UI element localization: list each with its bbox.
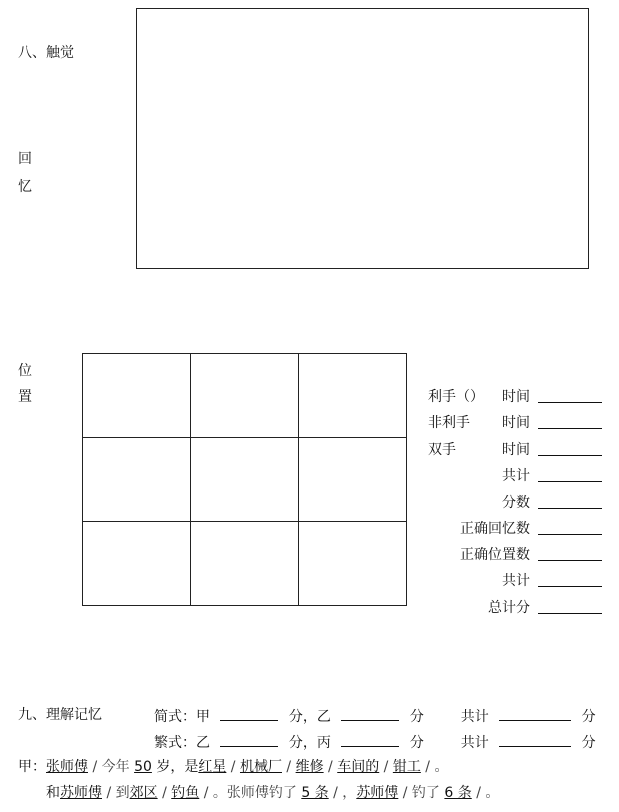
complex-form-row [154, 732, 596, 752]
section-8-title: 八、触觉 [18, 45, 74, 61]
correct-position-label: 正确位置数 [460, 547, 530, 563]
grid-cell[interactable] [83, 522, 191, 606]
grid-cell[interactable] [299, 438, 407, 522]
time-label: 时间 [502, 415, 530, 431]
correct-recall-blank[interactable] [538, 534, 602, 535]
story-segment: 车间的 [337, 759, 380, 775]
story-segment: 钳工 [392, 759, 421, 775]
story-separator: / 。 [420, 759, 449, 775]
story-segment: 张师傅 [46, 759, 88, 775]
correct-position-blank[interactable] [538, 560, 602, 561]
score-row-correct-recall [410, 519, 602, 539]
story-line-2 [46, 784, 499, 802]
story-segment: 50 [134, 759, 152, 775]
story-separator: / 。张师傅钓了 [199, 785, 302, 801]
complex-total-unit: 分 [581, 735, 596, 751]
position-grid [82, 353, 407, 606]
time-label: 时间 [502, 389, 530, 405]
simple-b-score-blank[interactable] [341, 706, 399, 721]
score-row-dominant [410, 387, 602, 407]
complex-fen-label: 分，丙 [288, 735, 331, 751]
score-row-grand-total [410, 598, 602, 618]
story-separator: / 。 [471, 785, 500, 801]
grid-cell[interactable] [191, 522, 299, 606]
story-segment: 苏师傅 [60, 785, 102, 801]
grid-cell[interactable] [191, 354, 299, 438]
nondominant-hand-label: 非利手 [428, 415, 470, 431]
recall-label-char-2: 忆 [18, 179, 32, 195]
simple-fen-unit: 分 [409, 709, 424, 725]
story-text: 岁，是 [151, 759, 199, 775]
dominant-time-blank[interactable] [538, 402, 602, 403]
story-separator: / [379, 759, 393, 775]
story-separator: / ， [328, 785, 357, 801]
total-label: 共计 [502, 468, 530, 484]
grid-cell[interactable] [83, 354, 191, 438]
score-row-both [410, 440, 602, 460]
total-2-blank[interactable] [538, 586, 602, 587]
total-time-blank[interactable] [538, 481, 602, 482]
simple-a-score-blank[interactable] [220, 706, 278, 721]
score-row-correct-position [410, 545, 602, 565]
total-label-2: 共计 [502, 573, 530, 589]
story-text: 和 [46, 785, 60, 801]
story-separator: / [323, 759, 338, 775]
story-separator: / [157, 785, 172, 801]
both-time-blank[interactable] [538, 455, 602, 456]
score-blank[interactable] [538, 508, 602, 509]
story-segment: 5 条 [301, 785, 329, 801]
score-row-total-2 [410, 571, 602, 591]
simple-total-blank[interactable] [499, 706, 571, 721]
position-label-char-2: 置 [18, 389, 32, 405]
simple-total-label: 共计 [460, 709, 489, 725]
grid-cell[interactable] [299, 354, 407, 438]
story-separator: / 钓了 [398, 785, 445, 801]
complex-b-score-blank[interactable] [220, 732, 278, 747]
story-segment: 6 条 [444, 785, 472, 801]
story-separator: / 今年 [88, 759, 135, 775]
score-row-score [410, 493, 602, 513]
recall-drawing-box[interactable] [136, 8, 589, 269]
simple-form-label: 简式：甲 [154, 709, 210, 725]
complex-c-score-blank[interactable] [341, 732, 399, 747]
both-hands-label: 双手 [428, 442, 456, 458]
simple-fen-label: 分，乙 [288, 709, 331, 725]
score-label: 分数 [502, 495, 530, 511]
grid-cell[interactable] [191, 438, 299, 522]
complex-fen-unit: 分 [409, 735, 424, 751]
dominant-hand-label: 利手（） [428, 389, 484, 405]
position-label-char-1: 位 [18, 363, 32, 379]
complex-total-blank[interactable] [499, 732, 571, 747]
story-segment: 苏师傅 [356, 785, 399, 801]
simple-form-row [154, 706, 596, 726]
correct-recall-label: 正确回忆数 [460, 521, 530, 537]
grand-total-label: 总计分 [488, 600, 530, 616]
complex-total-label: 共计 [460, 735, 489, 751]
time-label: 时间 [502, 442, 530, 458]
grand-total-blank[interactable] [538, 613, 602, 614]
nondominant-time-blank[interactable] [538, 428, 602, 429]
story-segment: 钓鱼 [171, 785, 200, 801]
story-segment: 郊区 [129, 785, 158, 801]
section-9-title: 九、理解记忆 [18, 707, 102, 723]
recall-label-char-1: 回 [18, 151, 32, 167]
story-separator: / 到 [102, 785, 130, 801]
grid-cell[interactable] [83, 438, 191, 522]
story-speaker-label: 甲： [18, 759, 46, 775]
story-line-1 [18, 758, 448, 776]
story-segment: 机械厂 [239, 759, 282, 775]
story-segment: 红星 [198, 759, 227, 775]
score-row-nondominant [410, 413, 602, 433]
story-separator: / [226, 759, 240, 775]
story-segment: 维修 [295, 759, 324, 775]
grid-cell[interactable] [299, 522, 407, 606]
simple-total-unit: 分 [581, 709, 596, 725]
score-row-total [410, 466, 602, 486]
complex-form-label: 繁式：乙 [154, 735, 210, 751]
story-separator: / [281, 759, 296, 775]
